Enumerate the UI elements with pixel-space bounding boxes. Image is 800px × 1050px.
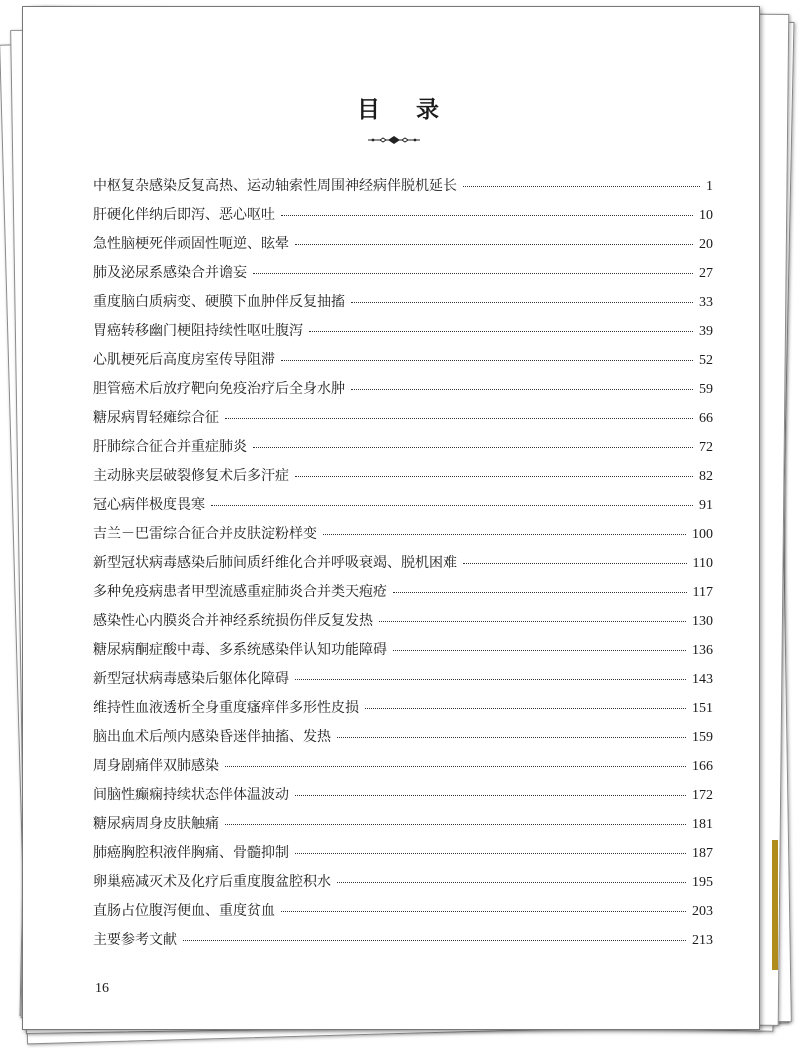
dot-leader (295, 476, 693, 477)
toc-entry-page-number: 117 (692, 585, 713, 600)
toc-entry-title: 脑出血术后颅内感染昏迷伴抽搐、发热 (93, 729, 331, 745)
toc-entry (93, 813, 713, 842)
toc-entry-title: 主动脉夹层破裂修复术后多汗症 (93, 468, 289, 484)
dot-leader (337, 737, 686, 738)
toc-entry-title: 冠心病伴极度畏寒 (93, 497, 205, 513)
toc-entry-title: 肝肺综合征合并重症肺炎 (93, 439, 247, 455)
book-cover-edge (772, 840, 778, 970)
toc-entry (93, 204, 713, 233)
toc-entry-page-number: 143 (692, 672, 713, 687)
toc-entry-title: 多种免疫病患者甲型流感重症肺炎合并类天疱疮 (93, 584, 387, 600)
toc-entry-title: 肺癌胸腔积液伴胸痛、骨髓抑制 (93, 845, 289, 861)
toc-entry-title: 糖尿病胃轻瘫综合征 (93, 410, 219, 426)
dot-leader (337, 882, 686, 883)
dot-leader (365, 708, 686, 709)
dot-leader (295, 679, 686, 680)
toc-entry-title: 急性脑梗死伴顽固性呃逆、眩晕 (93, 236, 289, 252)
toc-entry-page-number: 151 (692, 701, 713, 716)
dot-leader (379, 621, 686, 622)
dot-leader (393, 650, 686, 651)
dot-leader (351, 389, 693, 390)
toc-entry (93, 233, 713, 262)
toc-entry-title: 肝硬化伴纳后即泻、恶心呕吐 (93, 207, 275, 223)
page-number: 16 (95, 981, 109, 996)
toc-entry (93, 552, 713, 581)
toc-entry-page-number: 52 (699, 353, 713, 368)
dot-leader (281, 911, 686, 912)
toc-entry (93, 726, 713, 755)
toc-entry (93, 494, 713, 523)
dot-leader (211, 505, 693, 506)
toc-entry (93, 755, 713, 784)
dot-leader (225, 824, 686, 825)
toc-entry-page-number: 166 (692, 759, 713, 774)
dot-leader (463, 563, 687, 564)
toc-entry-page-number: 187 (692, 846, 713, 861)
dot-leader (281, 360, 693, 361)
toc-entry-title: 卵巢癌减灭术及化疗后重度腹盆腔积水 (93, 874, 331, 890)
toc-entry-title: 胃癌转移幽门梗阻持续性呕吐腹泻 (93, 323, 303, 339)
toc-entry-title: 直肠占位腹泻便血、重度贫血 (93, 903, 275, 919)
toc-entry-page-number: 181 (692, 817, 713, 832)
toc-entry-page-number: 33 (699, 295, 713, 310)
toc-entry-page-number: 10 (699, 208, 713, 223)
toc-entry (93, 581, 713, 610)
toc-entry-page-number: 100 (692, 527, 713, 542)
toc-page (22, 6, 760, 1030)
toc-entry-page-number: 72 (699, 440, 713, 455)
toc-entry-title: 重度脑白质病变、硬膜下血肿伴反复抽搐 (93, 294, 345, 310)
dot-leader (323, 534, 686, 535)
dot-leader (393, 592, 687, 593)
toc-entry-page-number: 130 (692, 614, 713, 629)
toc-entry-page-number: 195 (692, 875, 713, 890)
toc-entry (93, 378, 713, 407)
toc-entry (93, 871, 713, 900)
toc-entry-page-number: 66 (699, 411, 713, 426)
dot-leader (253, 447, 693, 448)
toc-entry (93, 610, 713, 639)
table-of-contents (93, 175, 713, 958)
toc-entry-title: 肺及泌尿系感染合并谵妄 (93, 265, 247, 281)
toc-entry-title: 糖尿病酮症酸中毒、多系统感染伴认知功能障碍 (93, 642, 387, 658)
toc-entry-title: 周身剧痛伴双肺感染 (93, 758, 219, 774)
toc-entry-page-number: 136 (692, 643, 713, 658)
dot-leader (295, 853, 686, 854)
toc-entry-title: 主要参考文献 (93, 932, 177, 948)
toc-entry (93, 697, 713, 726)
toc-entry-page-number: 213 (692, 933, 713, 948)
toc-entry-title: 间脑性癫痫持续状态伴体温波动 (93, 787, 289, 803)
toc-entry-page-number: 110 (692, 556, 713, 571)
toc-entry-title: 胆管癌术后放疗靶向免疫治疗后全身水肿 (93, 381, 345, 397)
toc-entry (93, 320, 713, 349)
toc-entry-title: 感染性心内膜炎合并神经系统损伤伴反复发热 (93, 613, 373, 629)
toc-entry-title: 中枢复杂感染反复高热、运动轴索性周围神经病伴脱机延长 (93, 178, 457, 194)
toc-entry-title: 心肌梗死后高度房室传导阻滞 (93, 352, 275, 368)
toc-entry-page-number: 1 (706, 179, 713, 194)
dot-leader (183, 940, 686, 941)
toc-entry-title: 维持性血液透析全身重度瘙痒伴多形性皮损 (93, 700, 359, 716)
page-title: 目 录 (356, 97, 453, 123)
toc-entry (93, 291, 713, 320)
toc-entry (93, 523, 713, 552)
toc-entry-page-number: 172 (692, 788, 713, 803)
toc-entry-page-number: 20 (699, 237, 713, 252)
toc-entry-page-number: 27 (699, 266, 713, 281)
toc-entry-title: 吉兰－巴雷综合征合并皮肤淀粉样变 (93, 526, 317, 542)
toc-entry-title: 糖尿病周身皮肤触痛 (93, 816, 219, 832)
toc-entry (93, 436, 713, 465)
toc-entry-page-number: 203 (692, 904, 713, 919)
toc-entry (93, 668, 713, 697)
toc-entry (93, 929, 713, 958)
toc-entry-page-number: 39 (699, 324, 713, 339)
toc-entry-page-number: 159 (692, 730, 713, 745)
dot-leader (225, 418, 693, 419)
dot-leader (309, 331, 693, 332)
dot-leader (463, 186, 700, 187)
toc-entry (93, 900, 713, 929)
toc-entry (93, 175, 713, 204)
dot-leader (253, 273, 693, 274)
toc-entry-page-number: 59 (699, 382, 713, 397)
toc-entry (93, 262, 713, 291)
toc-entry-page-number: 91 (699, 498, 713, 513)
toc-entry-title: 新型冠状病毒感染后躯体化障碍 (93, 671, 289, 687)
toc-entry (93, 784, 713, 813)
dot-leader (295, 795, 686, 796)
toc-entry-title: 新型冠状病毒感染后肺间质纤维化合并呼吸衰竭、脱机困难 (93, 555, 457, 571)
dot-leader (225, 766, 686, 767)
title-ornament-icon (368, 133, 420, 147)
dot-leader (281, 215, 693, 216)
toc-entry (93, 349, 713, 378)
dot-leader (295, 244, 693, 245)
toc-entry (93, 407, 713, 436)
toc-entry-page-number: 82 (699, 469, 713, 484)
toc-entry (93, 465, 713, 494)
dot-leader (351, 302, 693, 303)
toc-entry (93, 842, 713, 871)
toc-entry (93, 639, 713, 668)
